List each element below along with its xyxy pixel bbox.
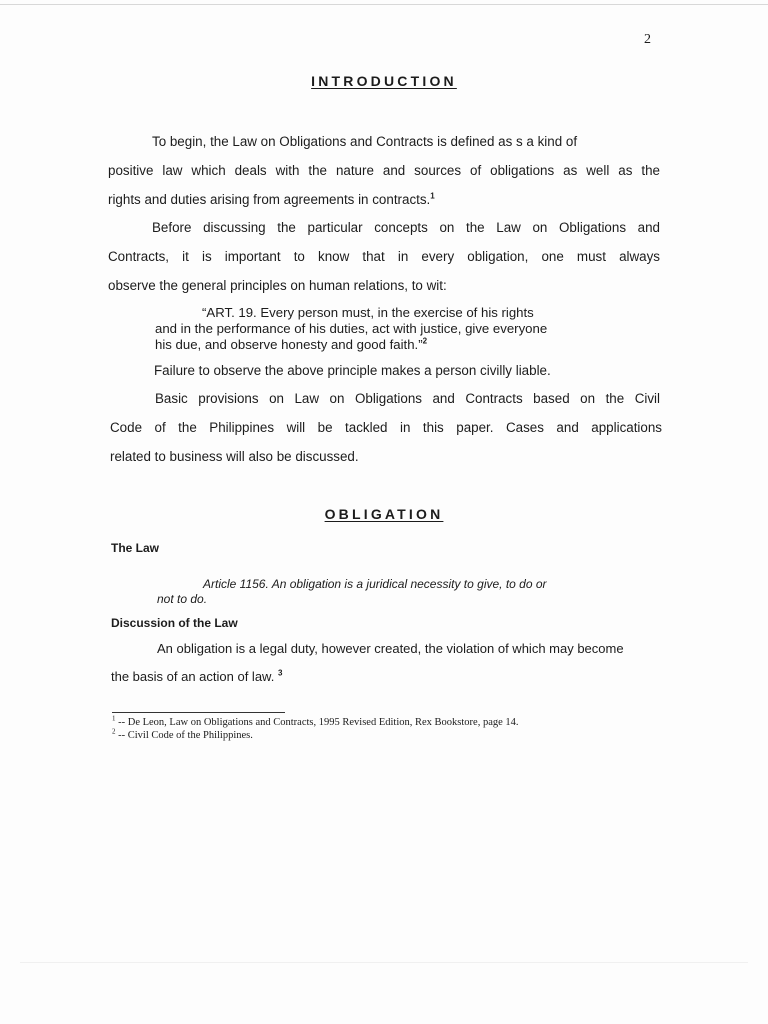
discussion-line-2: the basis of an action of law. $^3$ xyxy=(111,668,283,684)
footnote-ref-3: 3 xyxy=(277,668,283,678)
intro-paragraph-4-line-1: Basic provisions on Law on Obligations and Contracts based on the Civil xyxy=(155,391,660,406)
art19-quote-line-3: his due, and observe honesty and good faith.”$^2$ xyxy=(155,336,428,352)
intro-paragraph-2-line-1: Before discussing the particular concepts on the Law on Obligations and xyxy=(152,220,660,235)
intro-paragraph-1-line-2: positive law which deals with the nature and sources of obligations as well as the xyxy=(108,163,660,178)
obligation-heading: OBLIGATION xyxy=(324,506,444,522)
footnote-ref-2: 2 xyxy=(422,336,428,346)
footnote-separator xyxy=(112,712,285,713)
intro-paragraph-4-line-2: Code of the Philippines will be tackled in this paper. Cases and applications xyxy=(110,420,662,435)
page-number: 2 xyxy=(644,32,651,47)
art19-quote-line-2: and in the performance of his duties, act with justice, give everyone xyxy=(155,321,548,336)
the-law-subheading: The Law xyxy=(111,541,160,555)
introduction-heading: INTRODUCTION xyxy=(311,73,457,89)
intro-paragraph-4-line-3: related to business will also be discussed. xyxy=(110,449,359,464)
discussion-subheading: Discussion of the Law xyxy=(111,616,238,630)
intro-paragraph-3: Failure to observe the above principle makes a person civilly liable. xyxy=(154,363,551,378)
footnote-ref-1: 1 xyxy=(430,191,435,201)
scan-artifact-line xyxy=(20,962,748,963)
top-edge-line xyxy=(0,4,768,5)
intro-paragraph-1-line-1: To begin, the Law on Obligations and Contracts is defined as s a kind of xyxy=(152,134,578,149)
article-1156-line-1: Article 1156. An obligation is a juridical necessity to give, to do or xyxy=(203,577,547,591)
art19-quote-line-1: “ART. 19. Every person must, in the exercise of his rights xyxy=(202,305,534,320)
article-1156-line-2: not to do. xyxy=(157,592,208,606)
intro-paragraph-1-line-3: rights and duties arising from agreements in contracts.$^1$ xyxy=(108,191,435,207)
intro-paragraph-2-line-3: observe the general principles on human relations, to wit: xyxy=(108,278,447,293)
footnote-2: $^2$ -- Civil Code of the Philippines. xyxy=(112,727,253,741)
footnote-1: $^1$ -- De Leon, Law on Obligations and Contracts, 1995 Revised Edition, Rex Bookstore, page 14. xyxy=(112,714,519,728)
intro-paragraph-2-line-2: Contracts, it is important to know that in every obligation, one must always xyxy=(108,249,660,264)
discussion-line-1: An obligation is a legal duty, however created, the violation of which may become xyxy=(157,641,624,656)
